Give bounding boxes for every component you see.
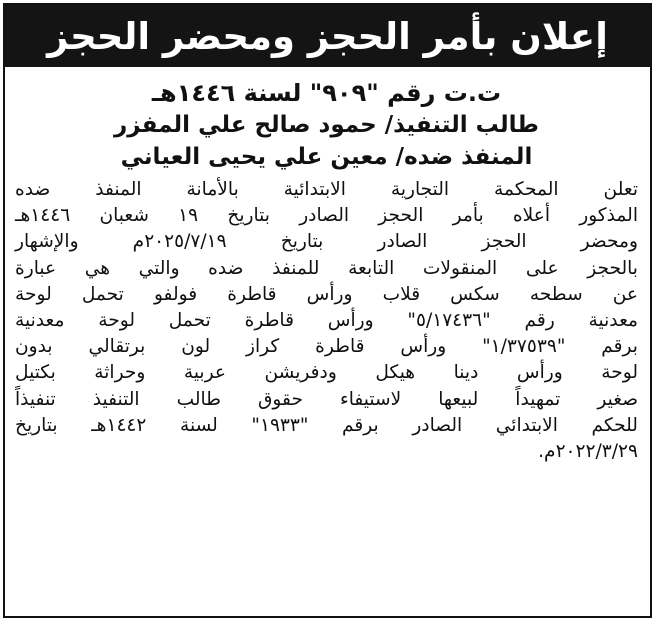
body-line: المذكور أعلاه بأمر الحجز الصادر بتاريخ ١٩ شعبان ١٤٤٦هـ: [15, 205, 638, 227]
body-line: ٢٠٢٢/٣/٢٩م.: [538, 441, 638, 463]
defendant-line: المنفذ ضده/ معين علي يحيى العياني: [120, 144, 533, 170]
body-line: ومحضر الحجز الصادر بتاريخ ٢٠٢٥/٧/١٩م والإشهار: [15, 231, 638, 253]
body-line: معدنية رقم "٥/١٧٤٣٦" ورأس قاطرة تحمل لوحة معدنية: [15, 310, 638, 332]
case-number-line: ت.ت رقم "٩٠٩" لسنة ١٤٤٦هـ: [151, 79, 502, 107]
claimant-line: طالب التنفيذ/ حمود صالح علي المفزر: [114, 112, 539, 138]
body-line: لوحة ورأس دينا هيكل ودفريشن عربية وحراثة بكتيل: [15, 362, 638, 384]
body-line: صغير تمهيداً لبيعها لاستيفاء حقوق طالب التنفيذ تنفيذاً: [15, 388, 638, 410]
announcement-content: [15, 77, 638, 608]
body-line: عن سطحه سكس قلاب ورأس قاطرة فولفو تحمل لوحة: [15, 283, 638, 305]
body-line: بالحجز على المنقولات التابعة للمنفذ ضده والتي هي عبارة: [15, 257, 638, 279]
body-line: تعلن المحكمة التجارية الابتدائية بالأمانة المنفذ ضده: [15, 179, 638, 200]
announcement-body: [15, 177, 638, 465]
announcement-title: إعلان بأمر الحجز ومحضر الحجز: [5, 5, 650, 67]
body-line: للحكم الابتدائي الصادر برقم "١٩٣٣" لسنة ١٤٤٢هـ بتاريخ: [15, 414, 638, 436]
body-line: برقم "١/٣٧٥٣٩" ورأس قاطرة كراز لون برتقالي بدون: [15, 336, 638, 358]
announcement-frame: [3, 3, 652, 618]
